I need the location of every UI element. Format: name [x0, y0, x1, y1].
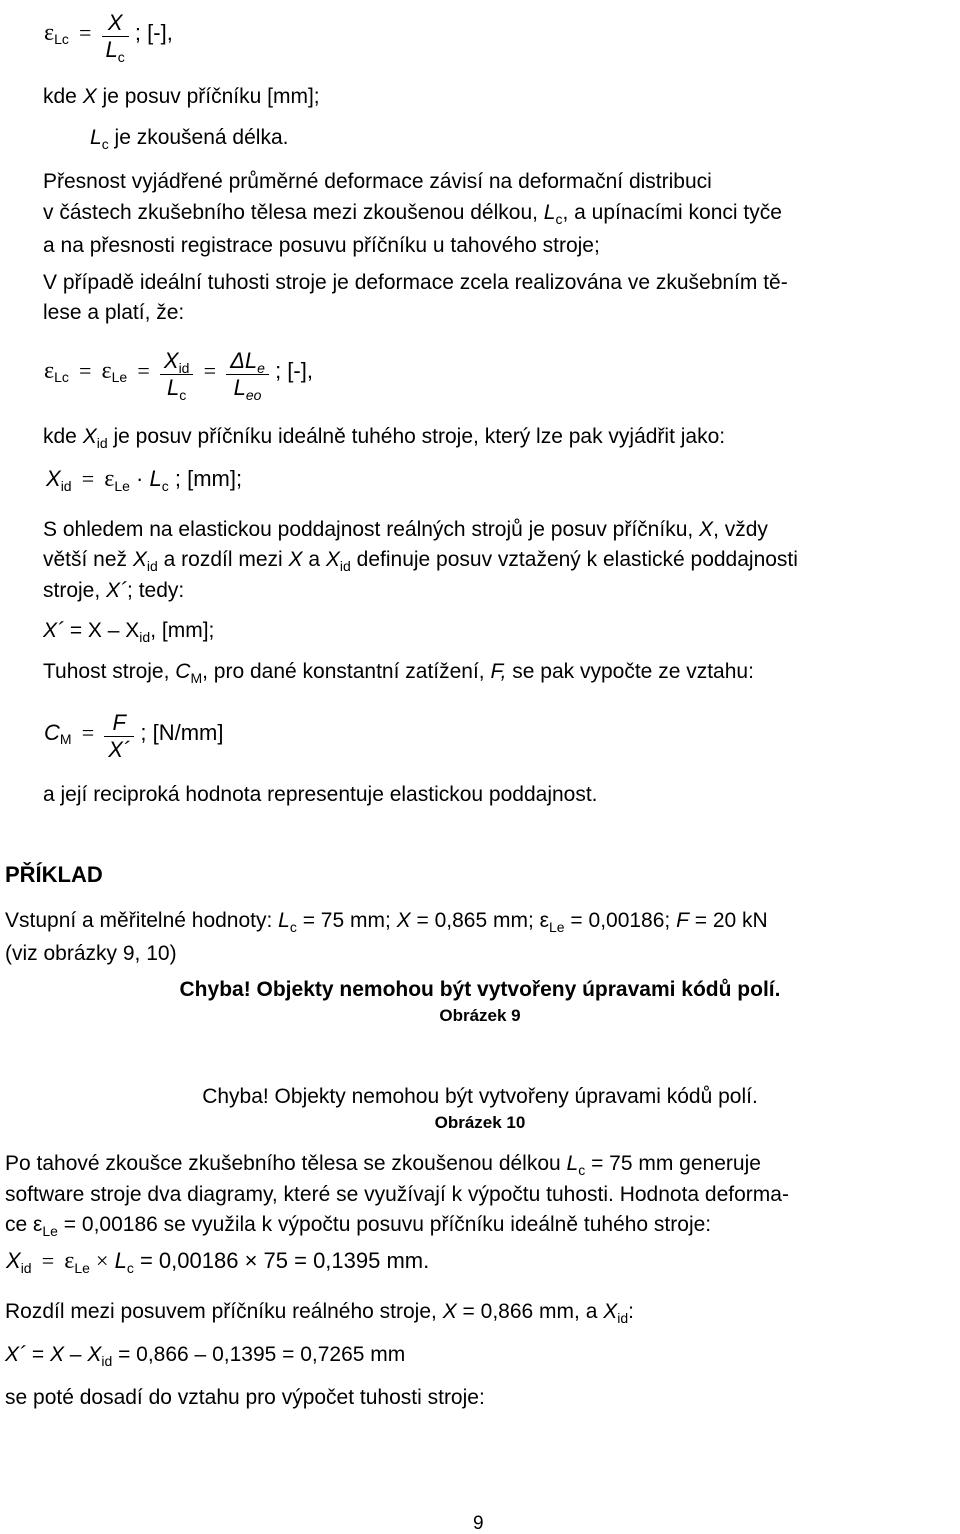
figure-9-caption: Obrázek 9 — [439, 1006, 521, 1025]
equation-stiffness: $C_M$ = $\frac{F}{X´}$ ; [N/mm] — [44, 710, 224, 762]
definition-lc: $L_c$ je zkoušená délka. — [90, 126, 289, 152]
example-heading: PŘÍKLAD — [5, 862, 103, 887]
paragraph-difference: Rozdíl mezi posuvem příčníku reálného stroje, X = 0,866 mm, a $X_{id}$: — [5, 1300, 634, 1326]
paragraph-substitute: se poté dosadí do vztahu pro výpočet tuhosti stroje: — [5, 1386, 485, 1409]
page-number: 9 — [473, 1513, 484, 1534]
paragraph-elastic-compliance: S ohledem na elastickou poddajnost reálných strojů je posuv příčníku, X, vždy větší než $X_{id}$ a rozdíl mezi X a $X_{id}$ definuje posuv vztažený k elastické poddajnosti stroje, X´; tedy: — [43, 518, 798, 602]
equation-xid: $X_{id} = \varepsilon_{Le} \cdot L_c$ ; [mm]; — [46, 466, 243, 494]
equation-ideal-strain: $\varepsilon_{Lc} = \varepsilon_{Le}$ = $\frac{X_{id}}{L_c}$ = $\frac{\Delta L_e}{L_{eo}}$ ; [-], — [44, 348, 313, 403]
paragraph-tensile-test: Po tahové zkoušce zkušebního tělesa se zkoušenou délkou $L_c = 75$ mm generuje software stroje dva diagramy, které se využívají k výpočtu tuhosti. Hodnota deforma- ce $\varepsilon_{Le} = 0,00186$ se využila k výpočtu posuvu příčníku ideálně tuhého stroje: — [5, 1152, 789, 1239]
paragraph-ideal-stiffness: V případě ideální tuhosti stroje je deformace zcela realizována ve zkušebním tě- lese a platí, že: — [43, 271, 788, 324]
definition-x: kde X je posuv příčníku [mm]; — [43, 85, 320, 108]
paragraph-accuracy: Přesnost vyjádřené průměrné deformace závisí na deformační distribuci v částech zkušebního tělesa mezi zkoušenou délkou, $L_c$, a upínacími konci tyče a na přesnosti registrace posuvu příčníku u tahového stroje; — [43, 170, 782, 257]
definition-xid: kde $X_{id}$ je posuv příčníku ideálně tuhého stroje, který lze pak vyjádřit jako: — [43, 425, 726, 451]
equation-strain-lc: $\varepsilon_{Lc}$ = $\frac{X}{L_c}$ ; [-], — [44, 10, 173, 65]
paragraph-stiffness: Tuhost stroje, $C_M$, pro dané konstantní zatížení, F, se pak vypočte ze vztahu: — [43, 660, 754, 686]
equation-x-prime-calculation: X´ = $X - X_{id} = 0,866 - 0,1395 = 0,7265$ mm — [5, 1343, 406, 1369]
figure-10-caption: Obrázek 10 — [434, 1113, 526, 1132]
equation-x-prime: X´ = X – $X_{id}$, [mm]; — [43, 619, 215, 645]
figure-9-error: Chyba! Objekty nemohou být vytvořeny úpravami kódů polí. — [179, 978, 781, 1001]
equation-xid-calculation: $X_{id} = \varepsilon_{Le} \times L_c = 0,00186 \times 75 = 0,1395$ mm. — [6, 1248, 430, 1276]
figure-10-error: Chyba! Objekty nemohou být vytvořeny úpravami kódů polí. — [202, 1085, 758, 1108]
example-inputs: Vstupní a měřitelné hodnoty: $L_c = 75$ mm; X = 0,865 mm; $\varepsilon_{Le} = 0,00186$; F = 20 kN (viz obrázky 9, 10) — [5, 909, 768, 965]
paragraph-reciprocal: a její reciproká hodnota representuje elastickou poddajnost. — [43, 783, 598, 806]
